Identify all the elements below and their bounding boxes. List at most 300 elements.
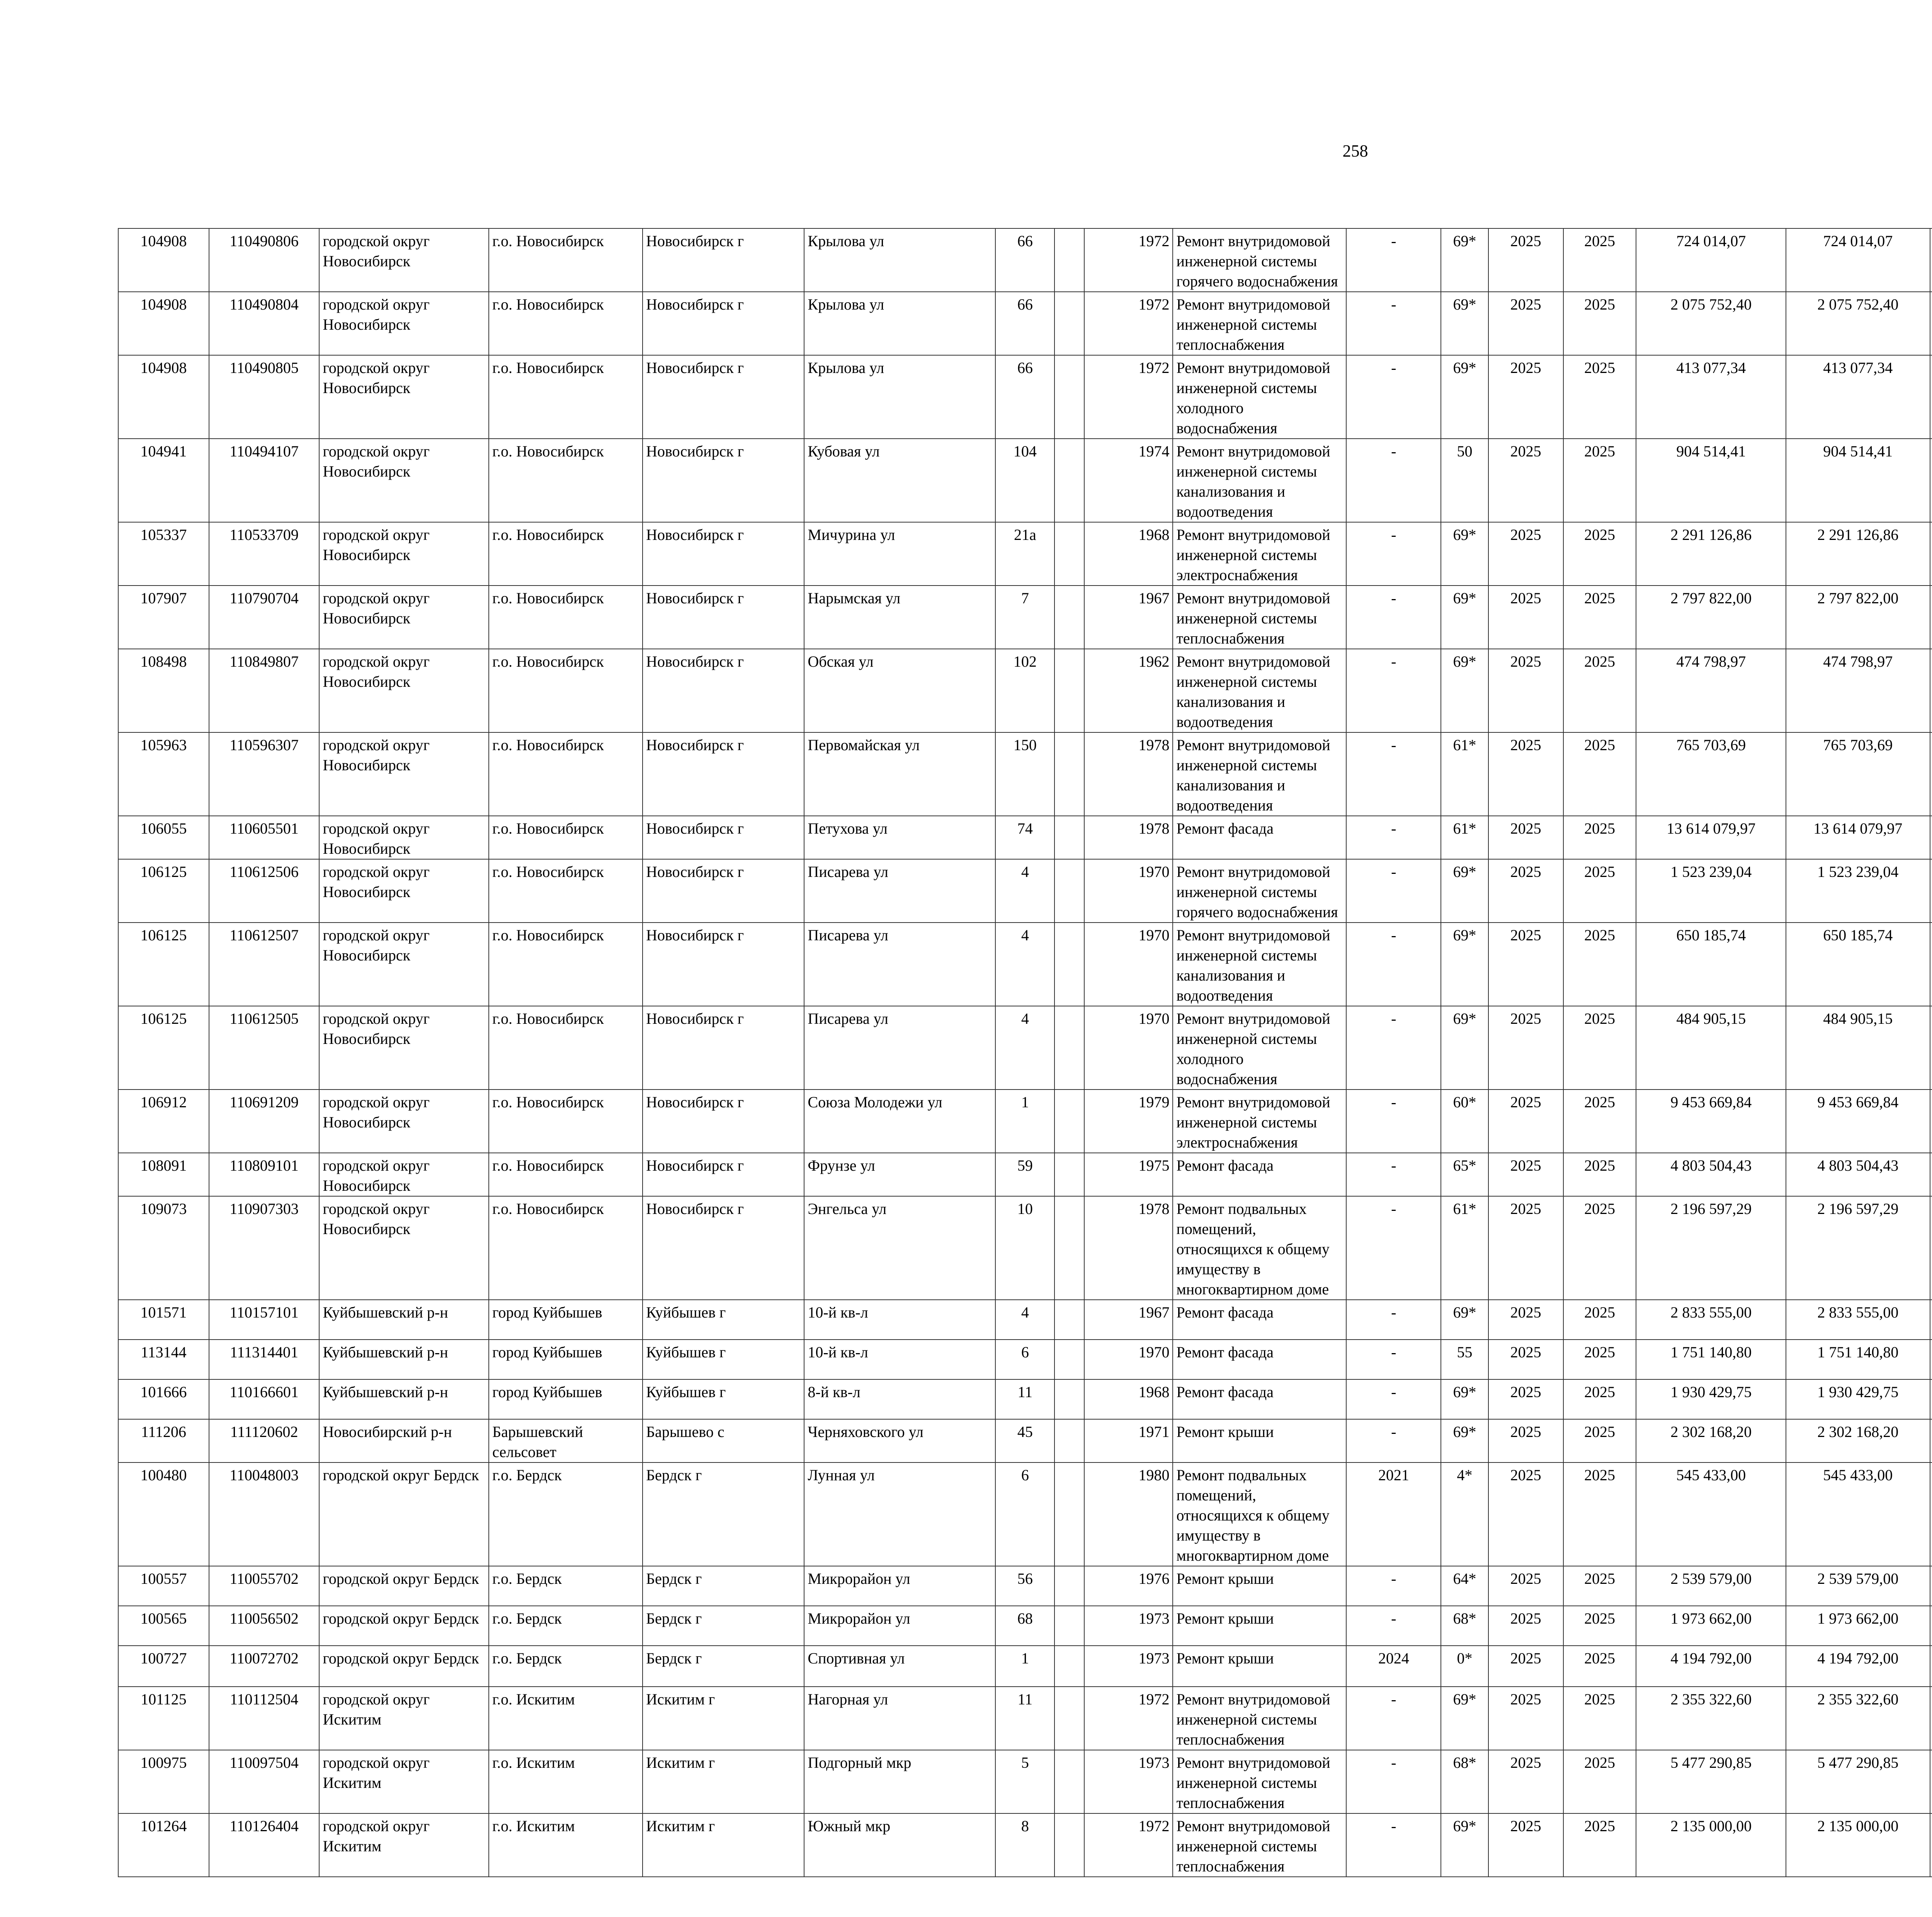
- cell-street: Обская ул: [804, 649, 995, 732]
- cell-work-code: 110494107: [209, 439, 320, 522]
- cell-settlement: Барышевский сельсовет: [489, 1419, 643, 1462]
- cell-building: [1054, 1687, 1084, 1750]
- cell-work-type: Ремонт внутридомовой инженерной системы теплоснабжения: [1173, 1687, 1346, 1750]
- cell-house-id: 104941: [118, 439, 209, 522]
- cell-plan-year-2: 2025: [1563, 1606, 1636, 1646]
- cell-build-year: 1970: [1084, 859, 1173, 923]
- cell-house-number: 6: [995, 1340, 1054, 1379]
- cell-building: [1054, 439, 1084, 522]
- cell-amount: [1930, 1090, 1932, 1153]
- cell-house-id: 100565: [118, 1606, 209, 1646]
- cell-work-code: 110056502: [209, 1606, 320, 1646]
- cell-building: [1054, 1300, 1084, 1340]
- cell-work-type: Ремонт крыши: [1173, 1646, 1346, 1687]
- cell-total-cost: 904 514,41: [1636, 439, 1786, 522]
- cell-work-code: 110605501: [209, 816, 320, 859]
- cell-total-cost: 724 014,07: [1636, 228, 1786, 292]
- cell-total-cost: 484 905,15: [1636, 1006, 1786, 1090]
- cell-build-year: 1962: [1084, 649, 1173, 732]
- cell-building: [1054, 1340, 1084, 1379]
- cell-build-year: 1967: [1084, 1300, 1173, 1340]
- cell-plan-year-2: 2025: [1563, 732, 1636, 816]
- cell-plan-year: 2025: [1488, 1090, 1563, 1153]
- cell-work-code: 110612506: [209, 859, 320, 923]
- cell-previous-repair: -: [1346, 923, 1441, 1006]
- cell-building: [1054, 355, 1084, 439]
- cell-building: [1054, 1750, 1084, 1813]
- cell-plan-year: 2025: [1488, 859, 1563, 923]
- cell-build-year: 1976: [1084, 1566, 1173, 1606]
- cell-wear: 50: [1441, 439, 1488, 522]
- cell-plan-year: 2025: [1488, 1813, 1563, 1877]
- cell-fund-cost: 724 014,07: [1786, 228, 1930, 292]
- cell-municipality: городской округ Новосибирск: [319, 355, 489, 439]
- cell-work-type: Ремонт фасада: [1173, 1379, 1346, 1419]
- cell-work-type: Ремонт фасада: [1173, 816, 1346, 859]
- cell-plan-year: 2025: [1488, 439, 1563, 522]
- cell-work-type: Ремонт крыши: [1173, 1419, 1346, 1462]
- cell-municipality: Куйбышевский р-н: [319, 1300, 489, 1340]
- cell-street: Первомайская ул: [804, 732, 995, 816]
- cell-build-year: 1979: [1084, 1090, 1173, 1153]
- cell-house-number: 102: [995, 649, 1054, 732]
- cell-street: Фрунзе ул: [804, 1153, 995, 1196]
- cell-settlement: г.о. Новосибирск: [489, 522, 643, 586]
- cell-house-id: 111206: [118, 1419, 209, 1462]
- cell-fund-cost: 484 905,15: [1786, 1006, 1930, 1090]
- cell-locality: Новосибирск г: [643, 586, 804, 649]
- cell-work-code: 111314401: [209, 1340, 320, 1379]
- cell-plan-year: 2025: [1488, 292, 1563, 355]
- cell-fund-cost: 2 196 597,29: [1786, 1196, 1930, 1300]
- cell-amount: [1930, 923, 1932, 1006]
- cell-total-cost: 9 453 669,84: [1636, 1090, 1786, 1153]
- cell-work-type: Ремонт внутридомовой инженерной системы холодного водоснабжения: [1173, 1006, 1346, 1090]
- cell-plan-year: 2025: [1488, 522, 1563, 586]
- table-row: [118, 1196, 1932, 1300]
- cell-municipality: городской округ Новосибирск: [319, 522, 489, 586]
- cell-building: [1054, 923, 1084, 1006]
- cell-street: Микрорайон ул: [804, 1566, 995, 1606]
- cell-wear: 4*: [1441, 1462, 1488, 1566]
- cell-fund-cost: 4 803 504,43: [1786, 1153, 1930, 1196]
- cell-locality: Новосибирск г: [643, 355, 804, 439]
- cell-plan-year-2: 2025: [1563, 859, 1636, 923]
- cell-previous-repair: -: [1346, 1813, 1441, 1877]
- cell-street: Писарева ул: [804, 859, 995, 923]
- cell-fund-cost: 1 751 140,80: [1786, 1340, 1930, 1379]
- cell-work-code: 110790704: [209, 586, 320, 649]
- cell-municipality: городской округ Новосибирск: [319, 439, 489, 522]
- cell-house-id: 105337: [118, 522, 209, 586]
- cell-work-type: Ремонт внутридомовой инженерной системы электроснабжения: [1173, 522, 1346, 586]
- table-row: [118, 1006, 1932, 1090]
- cell-house-number: 6: [995, 1462, 1054, 1566]
- cell-settlement: г.о. Искитим: [489, 1750, 643, 1813]
- cell-settlement: г.о. Новосибирск: [489, 859, 643, 923]
- cell-work-code: 110072702: [209, 1646, 320, 1687]
- table-row: [118, 228, 1932, 292]
- table-row: [118, 859, 1932, 923]
- cell-house-id: 100727: [118, 1646, 209, 1687]
- cell-plan-year: 2025: [1488, 816, 1563, 859]
- cell-total-cost: 413 077,34: [1636, 355, 1786, 439]
- cell-house-id: 106125: [118, 1006, 209, 1090]
- cell-amount: [1930, 1750, 1932, 1813]
- cell-locality: Новосибирск г: [643, 859, 804, 923]
- cell-wear: 69*: [1441, 1813, 1488, 1877]
- cell-plan-year: 2025: [1488, 1006, 1563, 1090]
- cell-street: Южный мкр: [804, 1813, 995, 1877]
- cell-amount: [1930, 1300, 1932, 1340]
- cell-locality: Барышево с: [643, 1419, 804, 1462]
- cell-fund-cost: 1 930 429,75: [1786, 1379, 1930, 1419]
- cell-wear: 69*: [1441, 1419, 1488, 1462]
- cell-total-cost: 765 703,69: [1636, 732, 1786, 816]
- cell-house-number: 4: [995, 859, 1054, 923]
- cell-previous-repair: -: [1346, 1419, 1441, 1462]
- cell-municipality: городской округ Новосибирск: [319, 649, 489, 732]
- cell-work-code: 110166601: [209, 1379, 320, 1419]
- cell-work-type: Ремонт внутридомовой инженерной системы канализования и водоотведения: [1173, 439, 1346, 522]
- cell-total-cost: 2 135 000,00: [1636, 1813, 1786, 1877]
- cell-work-code: 110490806: [209, 228, 320, 292]
- cell-previous-repair: -: [1346, 859, 1441, 923]
- cell-fund-cost: 4 194 792,00: [1786, 1646, 1930, 1687]
- cell-house-number: 56: [995, 1566, 1054, 1606]
- cell-build-year: 1978: [1084, 1196, 1173, 1300]
- cell-locality: Новосибирск г: [643, 1090, 804, 1153]
- cell-plan-year-2: 2025: [1563, 292, 1636, 355]
- cell-amount: [1930, 816, 1932, 859]
- cell-street: Микрорайон ул: [804, 1606, 995, 1646]
- repair-register-table: [118, 228, 1932, 1877]
- cell-total-cost: 2 302 168,20: [1636, 1419, 1786, 1462]
- cell-building: [1054, 1090, 1084, 1153]
- cell-total-cost: 4 194 792,00: [1636, 1646, 1786, 1687]
- cell-fund-cost: 13 614 079,97: [1786, 816, 1930, 859]
- cell-amount: [1930, 586, 1932, 649]
- cell-municipality: городской округ Новосибирск: [319, 923, 489, 1006]
- cell-plan-year: 2025: [1488, 355, 1563, 439]
- table-row: [118, 1419, 1932, 1462]
- cell-work-type: Ремонт внутридомовой инженерной системы канализования и водоотведения: [1173, 649, 1346, 732]
- cell-total-cost: 1 973 662,00: [1636, 1606, 1786, 1646]
- cell-plan-year: 2025: [1488, 1340, 1563, 1379]
- cell-plan-year: 2025: [1488, 1462, 1563, 1566]
- cell-house-id: 104908: [118, 355, 209, 439]
- cell-municipality: Новосибирский р-н: [319, 1419, 489, 1462]
- cell-amount: [1930, 439, 1932, 522]
- cell-plan-year: 2025: [1488, 1300, 1563, 1340]
- cell-work-type: Ремонт внутридомовой инженерной системы канализования и водоотведения: [1173, 923, 1346, 1006]
- cell-locality: Новосибирск г: [643, 649, 804, 732]
- cell-build-year: 1973: [1084, 1646, 1173, 1687]
- cell-locality: Новосибирск г: [643, 292, 804, 355]
- cell-house-id: 113144: [118, 1340, 209, 1379]
- cell-house-id: 106912: [118, 1090, 209, 1153]
- cell-municipality: городской округ Бердск: [319, 1606, 489, 1646]
- cell-wear: 69*: [1441, 228, 1488, 292]
- cell-plan-year: 2025: [1488, 1646, 1563, 1687]
- cell-work-code: 110126404: [209, 1813, 320, 1877]
- cell-building: [1054, 586, 1084, 649]
- cell-house-id: 101666: [118, 1379, 209, 1419]
- cell-wear: 60*: [1441, 1090, 1488, 1153]
- cell-building: [1054, 1196, 1084, 1300]
- cell-build-year: 1980: [1084, 1462, 1173, 1566]
- cell-wear: 69*: [1441, 522, 1488, 586]
- cell-locality: Искитим г: [643, 1687, 804, 1750]
- cell-fund-cost: 1 973 662,00: [1786, 1606, 1930, 1646]
- cell-build-year: 1972: [1084, 1813, 1173, 1877]
- cell-house-number: 1: [995, 1646, 1054, 1687]
- cell-municipality: городской округ Новосибирск: [319, 732, 489, 816]
- cell-previous-repair: -: [1346, 586, 1441, 649]
- cell-municipality: городской округ Новосибирск: [319, 1153, 489, 1196]
- cell-settlement: г.о. Новосибирск: [489, 923, 643, 1006]
- cell-street: Нагорная ул: [804, 1687, 995, 1750]
- cell-street: Мичурина ул: [804, 522, 995, 586]
- table-row: [118, 1090, 1932, 1153]
- cell-locality: Новосибирск г: [643, 923, 804, 1006]
- table-row: [118, 586, 1932, 649]
- cell-previous-repair: -: [1346, 1196, 1441, 1300]
- cell-work-code: 110490805: [209, 355, 320, 439]
- cell-plan-year-2: 2025: [1563, 1687, 1636, 1750]
- cell-fund-cost: 765 703,69: [1786, 732, 1930, 816]
- cell-previous-repair: -: [1346, 292, 1441, 355]
- cell-street: 8-й кв-л: [804, 1379, 995, 1419]
- cell-house-id: 100557: [118, 1566, 209, 1606]
- cell-street: Черняховского ул: [804, 1419, 995, 1462]
- cell-build-year: 1967: [1084, 586, 1173, 649]
- cell-plan-year-2: 2025: [1563, 439, 1636, 522]
- cell-build-year: 1978: [1084, 732, 1173, 816]
- cell-settlement: г.о. Новосибирск: [489, 1153, 643, 1196]
- cell-wear: 69*: [1441, 859, 1488, 923]
- cell-fund-cost: 1 523 239,04: [1786, 859, 1930, 923]
- cell-locality: Бердск г: [643, 1606, 804, 1646]
- cell-municipality: городской округ Искитим: [319, 1813, 489, 1877]
- cell-settlement: г.о. Бердск: [489, 1462, 643, 1566]
- cell-street: Писарева ул: [804, 1006, 995, 1090]
- cell-wear: 69*: [1441, 1006, 1488, 1090]
- cell-total-cost: 2 833 555,00: [1636, 1300, 1786, 1340]
- cell-house-number: 66: [995, 292, 1054, 355]
- cell-municipality: городской округ Новосибирск: [319, 586, 489, 649]
- cell-work-code: 110691209: [209, 1090, 320, 1153]
- cell-build-year: 1971: [1084, 1419, 1173, 1462]
- cell-amount: [1930, 1153, 1932, 1196]
- cell-locality: Новосибирск г: [643, 439, 804, 522]
- cell-plan-year-2: 2025: [1563, 1646, 1636, 1687]
- cell-total-cost: 2 075 752,40: [1636, 292, 1786, 355]
- cell-wear: 69*: [1441, 292, 1488, 355]
- cell-municipality: городской округ Новосибирск: [319, 1196, 489, 1300]
- cell-work-type: Ремонт внутридомовой инженерной системы теплоснабжения: [1173, 586, 1346, 649]
- table-row: [118, 1687, 1932, 1750]
- cell-work-type: Ремонт внутридомовой инженерной системы канализования и водоотведения: [1173, 732, 1346, 816]
- cell-work-code: 110490804: [209, 292, 320, 355]
- cell-work-code: 110612505: [209, 1006, 320, 1090]
- cell-house-number: 74: [995, 816, 1054, 859]
- cell-house-number: 150: [995, 732, 1054, 816]
- cell-locality: Новосибирск г: [643, 816, 804, 859]
- cell-amount: [1930, 1813, 1932, 1877]
- cell-wear: 55: [1441, 1340, 1488, 1379]
- cell-work-code: 110097504: [209, 1750, 320, 1813]
- cell-total-cost: 2 291 126,86: [1636, 522, 1786, 586]
- cell-street: Союза Молодежи ул: [804, 1090, 995, 1153]
- cell-previous-repair: -: [1346, 1606, 1441, 1646]
- cell-house-id: 106125: [118, 859, 209, 923]
- cell-house-number: 7: [995, 586, 1054, 649]
- cell-plan-year: 2025: [1488, 1566, 1563, 1606]
- cell-municipality: городской округ Бердск: [319, 1462, 489, 1566]
- cell-fund-cost: 2 302 168,20: [1786, 1419, 1930, 1462]
- cell-settlement: г.о. Новосибирск: [489, 586, 643, 649]
- cell-build-year: 1970: [1084, 1006, 1173, 1090]
- cell-locality: Искитим г: [643, 1813, 804, 1877]
- cell-plan-year: 2025: [1488, 1750, 1563, 1813]
- cell-house-id: 107907: [118, 586, 209, 649]
- cell-previous-repair: -: [1346, 1090, 1441, 1153]
- cell-previous-repair: -: [1346, 355, 1441, 439]
- cell-wear: 64*: [1441, 1566, 1488, 1606]
- table-row: [118, 1379, 1932, 1419]
- cell-settlement: г.о. Новосибирск: [489, 649, 643, 732]
- cell-locality: Новосибирск г: [643, 732, 804, 816]
- cell-work-code: 110809101: [209, 1153, 320, 1196]
- cell-fund-cost: 5 477 290,85: [1786, 1750, 1930, 1813]
- cell-street: Подгорный мкр: [804, 1750, 995, 1813]
- cell-wear: 69*: [1441, 1687, 1488, 1750]
- table-row: [118, 1646, 1932, 1687]
- cell-amount: [1930, 292, 1932, 355]
- table-row: [118, 1153, 1932, 1196]
- cell-building: [1054, 292, 1084, 355]
- cell-street: Кубовая ул: [804, 439, 995, 522]
- cell-settlement: г.о. Бердск: [489, 1646, 643, 1687]
- cell-plan-year-2: 2025: [1563, 228, 1636, 292]
- cell-work-code: 110112504: [209, 1687, 320, 1750]
- cell-locality: Новосибирск г: [643, 522, 804, 586]
- cell-work-type: Ремонт фасада: [1173, 1300, 1346, 1340]
- cell-wear: 61*: [1441, 1196, 1488, 1300]
- cell-house-number: 66: [995, 355, 1054, 439]
- cell-total-cost: 1 523 239,04: [1636, 859, 1786, 923]
- cell-fund-cost: 650 185,74: [1786, 923, 1930, 1006]
- cell-work-code: 111120602: [209, 1419, 320, 1462]
- cell-locality: Бердск г: [643, 1462, 804, 1566]
- table-row: [118, 1566, 1932, 1606]
- cell-wear: 69*: [1441, 923, 1488, 1006]
- cell-total-cost: 5 477 290,85: [1636, 1750, 1786, 1813]
- table-row: [118, 732, 1932, 816]
- cell-building: [1054, 228, 1084, 292]
- cell-plan-year-2: 2025: [1563, 1196, 1636, 1300]
- cell-house-number: 59: [995, 1153, 1054, 1196]
- cell-locality: Искитим г: [643, 1750, 804, 1813]
- table-row: [118, 355, 1932, 439]
- cell-settlement: г.о. Искитим: [489, 1813, 643, 1877]
- cell-build-year: 1972: [1084, 228, 1173, 292]
- cell-total-cost: 2 196 597,29: [1636, 1196, 1786, 1300]
- cell-work-type: Ремонт внутридомовой инженерной системы горячего водоснабжения: [1173, 228, 1346, 292]
- cell-fund-cost: 2 355 322,60: [1786, 1687, 1930, 1750]
- cell-building: [1054, 1379, 1084, 1419]
- cell-previous-repair: -: [1346, 1340, 1441, 1379]
- cell-work-type: Ремонт внутридомовой инженерной системы холодного водоснабжения: [1173, 355, 1346, 439]
- table-row: [118, 923, 1932, 1006]
- cell-house-number: 5: [995, 1750, 1054, 1813]
- cell-street: Крылова ул: [804, 228, 995, 292]
- cell-previous-repair: 2021: [1346, 1462, 1441, 1566]
- cell-settlement: город Куйбышев: [489, 1340, 643, 1379]
- cell-wear: 69*: [1441, 1300, 1488, 1340]
- cell-house-number: 8: [995, 1813, 1054, 1877]
- cell-plan-year: 2025: [1488, 732, 1563, 816]
- cell-house-id: 100480: [118, 1462, 209, 1566]
- cell-municipality: городской округ Новосибирск: [319, 1090, 489, 1153]
- cell-fund-cost: 2 797 822,00: [1786, 586, 1930, 649]
- cell-plan-year: 2025: [1488, 1687, 1563, 1750]
- cell-work-type: Ремонт внутридомовой инженерной системы теплоснабжения: [1173, 1813, 1346, 1877]
- cell-street: Нарымская ул: [804, 586, 995, 649]
- cell-amount: [1930, 1606, 1932, 1646]
- cell-wear: 68*: [1441, 1606, 1488, 1646]
- cell-settlement: г.о. Новосибирск: [489, 1090, 643, 1153]
- table-row: [118, 1750, 1932, 1813]
- cell-plan-year: 2025: [1488, 1606, 1563, 1646]
- cell-plan-year: 2025: [1488, 1379, 1563, 1419]
- cell-fund-cost: 2 075 752,40: [1786, 292, 1930, 355]
- cell-plan-year-2: 2025: [1563, 1419, 1636, 1462]
- cell-house-id: 104908: [118, 292, 209, 355]
- cell-street: 10-й кв-л: [804, 1300, 995, 1340]
- cell-house-number: 4: [995, 923, 1054, 1006]
- cell-street: Петухова ул: [804, 816, 995, 859]
- cell-plan-year-2: 2025: [1563, 1153, 1636, 1196]
- cell-amount: [1930, 1196, 1932, 1300]
- cell-house-id: 106055: [118, 816, 209, 859]
- cell-previous-repair: -: [1346, 732, 1441, 816]
- table-row: [118, 816, 1932, 859]
- cell-amount: [1930, 732, 1932, 816]
- cell-house-number: 11: [995, 1379, 1054, 1419]
- cell-locality: Новосибирск г: [643, 228, 804, 292]
- cell-wear: 69*: [1441, 355, 1488, 439]
- cell-building: [1054, 1419, 1084, 1462]
- cell-building: [1054, 816, 1084, 859]
- cell-plan-year: 2025: [1488, 228, 1563, 292]
- cell-building: [1054, 1646, 1084, 1687]
- cell-previous-repair: -: [1346, 1566, 1441, 1606]
- cell-municipality: городской округ Новосибирск: [319, 816, 489, 859]
- cell-fund-cost: 545 433,00: [1786, 1462, 1930, 1566]
- cell-street: 10-й кв-л: [804, 1340, 995, 1379]
- cell-amount: [1930, 1462, 1932, 1566]
- cell-locality: Новосибирск г: [643, 1006, 804, 1090]
- cell-plan-year-2: 2025: [1563, 1340, 1636, 1379]
- cell-settlement: г.о. Новосибирск: [489, 816, 643, 859]
- cell-plan-year-2: 2025: [1563, 1462, 1636, 1566]
- cell-previous-repair: -: [1346, 1153, 1441, 1196]
- cell-house-number: 68: [995, 1606, 1054, 1646]
- cell-build-year: 1970: [1084, 923, 1173, 1006]
- cell-plan-year-2: 2025: [1563, 522, 1636, 586]
